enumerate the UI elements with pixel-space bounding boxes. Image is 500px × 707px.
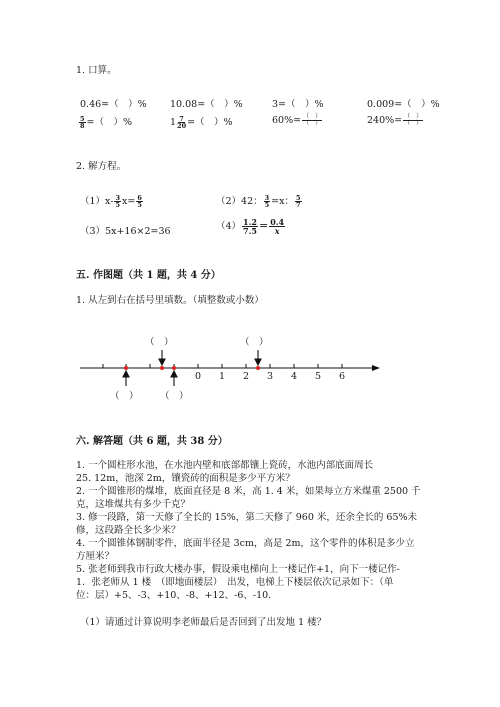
tick-label-2: 2 xyxy=(243,371,250,382)
arrow-down-icon xyxy=(159,359,165,365)
oral-item-7: 60%= $\frac{( )}{( )}$ xyxy=(272,113,322,127)
oral-item-2: 10.08=（ ）% xyxy=(170,99,243,110)
answer-paren-bottom-1: （ ） xyxy=(110,391,139,402)
equation-1: （1）x- $\frac{3}{5}$ x= $\frac{6}{5}$ xyxy=(80,193,142,209)
problem-line-11: 位：层）+5、-3、+10、-8、+12、-6、-10. xyxy=(76,590,272,601)
tick-label-3: 3 xyxy=(267,371,274,382)
answer-paren-bottom-2: （ ） xyxy=(160,391,189,402)
oral-item-3: 3=（ ）% xyxy=(272,99,324,110)
section5-title: 五. 作图题（共 1 题，共 4 分） xyxy=(76,270,221,281)
problem-line-9: 5. 张老师到我市行政大楼办事，假设乘电梯向上一楼记作+1，向下一楼记作- xyxy=(76,564,400,575)
equation-2: （2）42： $\frac{3}{5}$ =x： $\frac{5}{7}$ xyxy=(216,193,301,209)
arrow-right-icon xyxy=(372,365,380,371)
sub-question-1: （1）请通过计算说明李老师最后是否回到了出发地 1 楼？ xyxy=(80,617,327,628)
problem-line-3: 2. 一个圆锥形的煤堆，底面直径是 8 米，高 1. 4 米，如果每立方米煤重 2500 千 xyxy=(76,486,421,497)
fraction: $\frac{5}{8}$ xyxy=(80,114,85,130)
problem-line-5: 3. 修一段路，第一天修了全长的 15%，第二天修了 960 米，还余全长的 65%未 xyxy=(76,512,418,523)
section2-title: 2. 解方程。 xyxy=(76,161,127,172)
oral-item-4: 0.009=（ ）% xyxy=(367,99,440,110)
answer-paren-top-1: （ ） xyxy=(145,337,174,348)
tick-label-4: 4 xyxy=(291,371,298,382)
oral-item-8: 240%= $\frac{( )}{( )}$ xyxy=(367,113,423,127)
arrow-up-icon xyxy=(123,371,129,377)
problem-line-7: 4. 一个圆锥体钢制零件，底面半径是 3cm，高是 2m，这个零件的体积是多少立 xyxy=(76,538,415,549)
equation-4: （4） $\frac{1.2}{7.5}$ = $\frac{0.4}{x}$ xyxy=(216,217,285,236)
problem-line-6: 修，这段路全长多少米？ xyxy=(76,525,181,536)
arrow-down-icon xyxy=(255,359,261,365)
number-line xyxy=(0,340,500,390)
section1-title: 1. 口算。 xyxy=(76,65,117,76)
problem-line-2: 25. 12m，池深 2m，镶瓷砖的面积是多少平方米？ xyxy=(76,473,295,484)
tick-marks xyxy=(103,364,342,368)
problem-line-10: 1．张老师从 1 楼 （即地面楼层） 出发，电梯上下楼层依次记录如下：（单 xyxy=(76,577,394,588)
equation-3: （3）5x+16×2=36 xyxy=(80,226,171,237)
problem-line-4: 克，这堆煤共有多少千克？ xyxy=(76,499,191,510)
tick-label-0: 0 xyxy=(195,371,202,382)
oral-item-5: $\frac{5}{8}$ =（ ）% xyxy=(80,114,133,130)
tick-label-6: 6 xyxy=(339,371,346,382)
answer-paren-top-2: （ ） xyxy=(240,337,269,348)
problem-line-1: 1. 一个圆柱形水池，在水池内壁和底部都镶上瓷砖，水池内部底面周长 xyxy=(76,460,374,471)
section6-title: 六. 解答题（共 6 题，共 38 分） xyxy=(76,436,228,447)
oral-item-1: 0.46=（ ）% xyxy=(80,99,147,110)
arrow-up-icon xyxy=(171,371,177,377)
oral-item-6: 1 $\frac{7}{20}$ =（ ）% xyxy=(170,114,233,130)
problem-line-8: 方厘米？ xyxy=(76,551,115,562)
tick-label-5: 5 xyxy=(315,371,322,382)
tick-label-1: 1 xyxy=(219,371,226,382)
section5-q1: 1. 从左到右在括号里填数。（填整数或小数） xyxy=(76,295,264,306)
